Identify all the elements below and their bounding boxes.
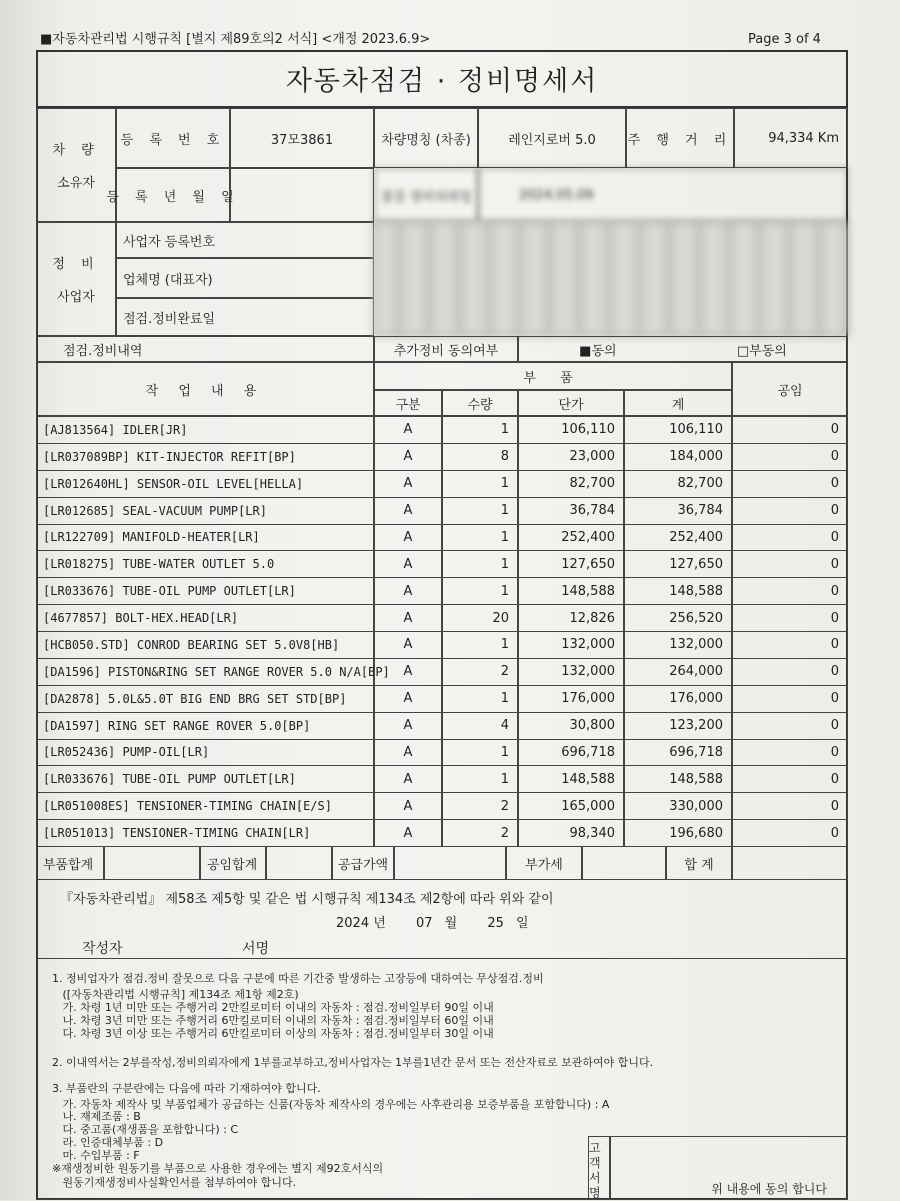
row-type: A [374, 819, 442, 847]
note-line: 마. 수입부품 : F [52, 1149, 140, 1162]
row-unit-price: 132,000 [518, 658, 624, 686]
date-day: 25 [487, 916, 504, 931]
statement-date [336, 912, 529, 931]
law-reference: ■자동차관리법 시행규칙 [별지 제89호의2 서식] <개정 2023.6.9> [40, 32, 431, 47]
col-qty: 수량 [442, 390, 518, 416]
parts-header: 부 품 [374, 362, 732, 390]
row-type: A [374, 685, 442, 713]
row-qty: 2 [442, 819, 518, 847]
row-qty: 1 [442, 470, 518, 498]
signature-label: 서명 [242, 941, 270, 957]
row-qty: 2 [442, 792, 518, 820]
row-type: A [374, 550, 442, 578]
parts-total-value [104, 846, 200, 880]
row-total: 106,110 [624, 416, 732, 444]
date-year-unit: 년 [373, 916, 386, 931]
note-line: 라. 인증대체부품 : D [52, 1136, 164, 1149]
row-unit-price: 148,588 [518, 765, 624, 793]
consent-label: 추가정비 동의여부 [374, 336, 518, 362]
row-work: [LR012640HL] SENSOR-OIL LEVEL[HELLA] [36, 470, 374, 498]
biz-no-label: 사업자 등록번호 [116, 222, 374, 258]
row-type: A [374, 765, 442, 793]
date-year: 2024 [336, 916, 370, 931]
vat-value [582, 846, 666, 880]
note-line: 2. 이내역서는 2부를작성,정비의뢰자에게 1부를교부하고,정비사업자는 1부를1년간 문서 또는 전산자료로 보관하여야 합니다. [52, 1056, 654, 1069]
form-title: 자동차점검 · 정비명세서 [36, 50, 848, 108]
page-indicator: Page 3 of 4 [748, 32, 821, 47]
note-line: 다. 차령 3년 이상 또는 주행거리 6만킬로미터 이상의 자동차 : 점검.정비일부터 30일 이내 [52, 1027, 494, 1040]
row-qty: 1 [442, 550, 518, 578]
check-date-value: 2024.05.09 [478, 168, 848, 222]
row-work: [LR012685] SEAL-VACUUM PUMP[LR] [36, 497, 374, 525]
sum-value [732, 846, 848, 880]
col-total: 계 [624, 390, 732, 416]
company-label: 업체명 (대표자) [116, 258, 374, 298]
row-work: [DA1597] RING SET RANGE ROVER 5.0[BP] [36, 712, 374, 740]
row-type: A [374, 792, 442, 820]
customer-label: 고객서명 [588, 1136, 610, 1200]
row-total: 256,520 [624, 604, 732, 632]
row-labor: 0 [732, 497, 848, 525]
col-unit: 단가 [518, 390, 624, 416]
row-total: 264,000 [624, 658, 732, 686]
owner-section-label [36, 108, 116, 222]
row-unit-price: 696,718 [518, 739, 624, 767]
row-qty: 1 [442, 685, 518, 713]
row-qty: 1 [442, 631, 518, 659]
labor-header: 공임 [732, 362, 848, 416]
row-total: 148,588 [624, 765, 732, 793]
parts-total-label: 부품합계 [36, 846, 104, 880]
author-label: 작성자 [82, 941, 123, 957]
vat-label: 부가세 [506, 846, 582, 880]
row-qty: 1 [442, 739, 518, 767]
agree-option: ■동의 [579, 343, 617, 359]
row-qty: 1 [442, 416, 518, 444]
check-date-label: 점검 정비의뢰일 [374, 168, 478, 222]
row-qty: 2 [442, 658, 518, 686]
note-line: 3. 부품란의 구분란에는 다음에 따라 기재하여야 합니다. [52, 1082, 321, 1095]
date-month: 07 [415, 916, 433, 931]
row-total: 252,400 [624, 524, 732, 552]
row-unit-price: 165,000 [518, 792, 624, 820]
row-unit-price: 36,784 [518, 497, 624, 525]
sum-label: 합 계 [666, 846, 732, 880]
row-work: [DA1596] PISTON&RING SET RANGE ROVER 5.0 N/A[BP] [36, 658, 374, 686]
row-unit-price: 132,000 [518, 631, 624, 659]
note-line: 나. 차령 3년 미만 또는 주행거리 6만킬로미터 이내의 자동차 : 점검.정비일부터 60일 이내 [52, 1014, 494, 1027]
business-label-line1: 정 비 [52, 257, 100, 272]
row-total: 148,588 [624, 577, 732, 605]
row-work: [LR051008ES] TENSIONER-TIMING CHAIN[E/S] [36, 792, 374, 820]
supply-value [394, 846, 506, 880]
business-label-line2: 사업자 [57, 290, 95, 305]
note-line: 가. 차령 1년 미만 또는 주행거리 2만킬로미터 이내의 자동차 : 점검.정비일부터 90일 이내 [52, 1001, 494, 1014]
row-unit-price: 12,826 [518, 604, 624, 632]
note-line: 1. 정비업자가 점검.정비 잘못으로 다음 구분에 따른 기간중 발생하는 고장등에 대하여는 무상점검.정비 [52, 972, 544, 985]
row-unit-price: 98,340 [518, 819, 624, 847]
labor-total-label: 공임합계 [200, 846, 266, 880]
row-total: 696,718 [624, 739, 732, 767]
row-labor: 0 [732, 685, 848, 713]
disagree-option: □부동의 [736, 343, 787, 359]
details-label: 점검.정비내역 [36, 336, 374, 362]
row-type: A [374, 524, 442, 552]
row-work: [LR037089BP] KIT-INJECTOR REFIT[BP] [36, 443, 374, 471]
row-type: A [374, 577, 442, 605]
row-work: [LR018275] TUBE-WATER OUTLET 5.0 [36, 550, 374, 578]
row-work: [4677857] BOLT-HEX.HEAD[LR] [36, 604, 374, 632]
row-labor: 0 [732, 739, 848, 767]
col-type: 구분 [374, 390, 442, 416]
row-unit-price: 148,588 [518, 577, 624, 605]
row-unit-price: 127,650 [518, 550, 624, 578]
labor-total-value [266, 846, 332, 880]
row-labor: 0 [732, 524, 848, 552]
row-total: 176,000 [624, 685, 732, 713]
row-work: [LR033676] TUBE-OIL PUMP OUTLET[LR] [36, 577, 374, 605]
row-labor: 0 [732, 631, 848, 659]
row-work: [LR051013] TENSIONER-TIMING CHAIN[LR] [36, 819, 374, 847]
statement-text: 『자동차관리법』 제58조 제5항 및 같은 법 시행규칙 제134조 제2항에 따라 위와 같이 [60, 892, 554, 907]
mileage-value: 94,334 Km [734, 108, 848, 168]
row-type: A [374, 631, 442, 659]
row-unit-price: 30,800 [518, 712, 624, 740]
row-unit-price: 82,700 [518, 470, 624, 498]
reg-date-label: 등 록 년 월 일 [116, 168, 230, 222]
row-work: [DA2878] 5.0L&5.0T BIG END BRG SET STD[BP] [36, 685, 374, 713]
row-work: [LR122709] MANIFOLD-HEATER[LR] [36, 524, 374, 552]
row-labor: 0 [732, 550, 848, 578]
owner-label-line2: 소유자 [57, 176, 95, 191]
completion-label: 점검.정비완료일 [116, 298, 374, 336]
row-labor: 0 [732, 416, 848, 444]
row-total: 330,000 [624, 792, 732, 820]
row-qty: 8 [442, 443, 518, 471]
row-labor: 0 [732, 604, 848, 632]
note-line: ([자동차관리법 시행규칙] 제134조 제1항 제2호) [52, 988, 299, 1001]
row-type: A [374, 658, 442, 686]
row-unit-price: 176,000 [518, 685, 624, 713]
row-qty: 4 [442, 712, 518, 740]
row-qty: 1 [442, 577, 518, 605]
row-labor: 0 [732, 792, 848, 820]
redacted-business-info [374, 222, 848, 336]
reg-no-label: 등 록 번 호 [116, 108, 230, 168]
row-type: A [374, 497, 442, 525]
supply-label: 공급가액 [332, 846, 394, 880]
note-line: 다. 중고품(재생품을 포함합니다) : C [52, 1123, 239, 1136]
row-unit-price: 252,400 [518, 524, 624, 552]
row-work: [LR033676] TUBE-OIL PUMP OUTLET[LR] [36, 765, 374, 793]
row-labor: 0 [732, 712, 848, 740]
row-labor: 0 [732, 658, 848, 686]
note-line: 가. 자동차 제작사 및 부품업체가 공급하는 신품(자동차 제작사의 경우에는 사후관리용 보증부품을 포함합니다) : A [52, 1098, 610, 1111]
business-section-label [36, 222, 116, 336]
row-qty: 1 [442, 524, 518, 552]
row-labor: 0 [732, 765, 848, 793]
note-line: ※재생정비한 원동기를 부품으로 사용한 경우에는 별지 제92호서식의 [52, 1162, 384, 1175]
reg-date-value [230, 168, 374, 222]
owner-label-line1: 차 량 [52, 143, 100, 158]
row-type: A [374, 604, 442, 632]
vehicle-name-value: 레인지로버 5.0 [478, 108, 626, 168]
row-labor: 0 [732, 819, 848, 847]
row-qty: 20 [442, 604, 518, 632]
row-work: [LR052436] PUMP-OIL[LR] [36, 739, 374, 767]
row-work: [HCB050.STD] CONROD BEARING SET 5.0V8[HB] [36, 631, 374, 659]
date-day-unit: 일 [516, 916, 529, 931]
row-total: 127,650 [624, 550, 732, 578]
note-line: 원동기재생정비사실확인서를 첨부하여야 합니다. [52, 1176, 297, 1189]
row-qty: 1 [442, 497, 518, 525]
consent-options [518, 336, 848, 362]
work-header: 작 업 내 용 [36, 362, 374, 416]
date-month-unit: 월 [444, 916, 458, 931]
row-type: A [374, 739, 442, 767]
row-total: 184,000 [624, 443, 732, 471]
row-labor: 0 [732, 577, 848, 605]
row-unit-price: 106,110 [518, 416, 624, 444]
row-qty: 1 [442, 765, 518, 793]
row-work: [AJ813564] IDLER[JR] [36, 416, 374, 444]
vehicle-name-label: 차량명칭 (차종) [374, 108, 478, 168]
note-line: 나. 재제조품 : B [52, 1110, 141, 1123]
row-total: 82,700 [624, 470, 732, 498]
row-total: 36,784 [624, 497, 732, 525]
row-type: A [374, 470, 442, 498]
reg-no-value: 37모3861 [230, 108, 374, 168]
row-type: A [374, 712, 442, 740]
row-unit-price: 23,000 [518, 443, 624, 471]
customer-consent: 위 내용에 동의 합니다 [610, 1136, 848, 1200]
row-total: 132,000 [624, 631, 732, 659]
row-type: A [374, 443, 442, 471]
row-total: 196,680 [624, 819, 732, 847]
row-total: 123,200 [624, 712, 732, 740]
row-type: A [374, 416, 442, 444]
row-labor: 0 [732, 470, 848, 498]
mileage-label: 주 행 거 리 [626, 108, 734, 168]
row-labor: 0 [732, 443, 848, 471]
